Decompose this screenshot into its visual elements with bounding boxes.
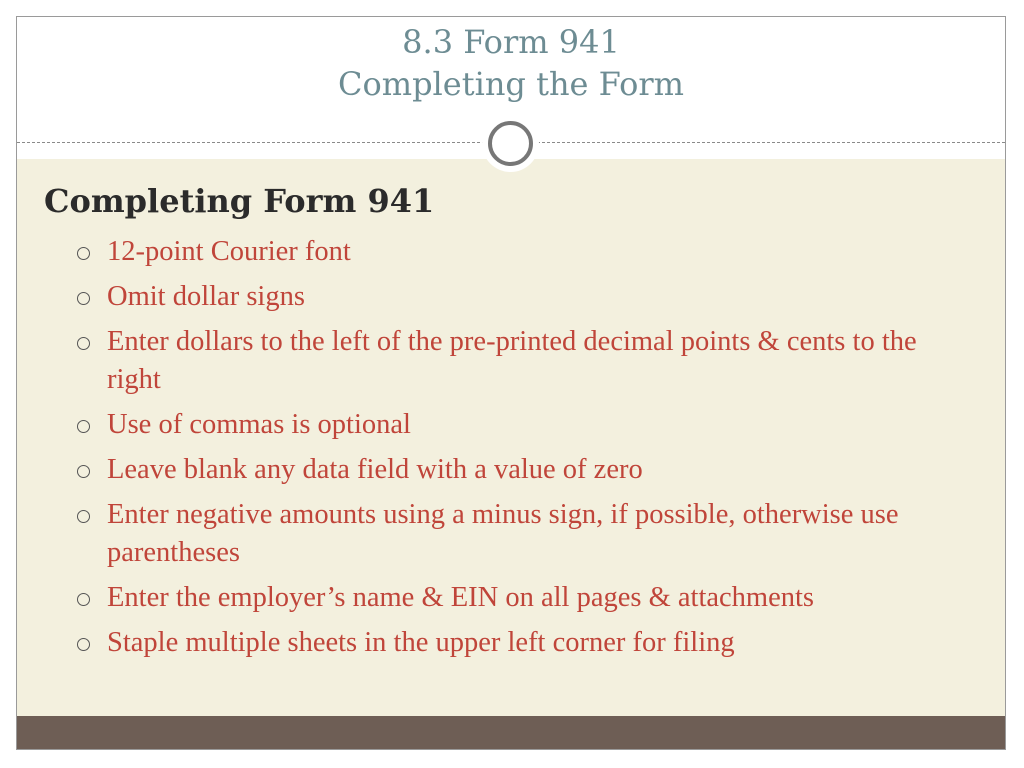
slide-title [17, 21, 1005, 105]
list-item [73, 233, 973, 271]
ring-ornament-inner [488, 121, 533, 166]
list-item [73, 278, 973, 316]
hollow-circle-bullet-icon [77, 247, 90, 260]
hollow-circle-bullet-icon [77, 465, 90, 478]
content-heading: Completing Form 941 [44, 182, 435, 220]
bullet-list [73, 233, 973, 669]
bullet-text: Omit dollar signs [107, 281, 305, 312]
footer-bar [17, 716, 1005, 750]
title-line-1: 8.3 Form 941 [402, 23, 620, 61]
bullet-text: Enter dollars to the left of the pre-printed decimal points & cents to the right [107, 326, 917, 395]
bullet-text: Enter the employer’s name & EIN on all pages & attachments [107, 582, 815, 613]
list-item [73, 579, 973, 617]
hollow-circle-bullet-icon [77, 510, 90, 523]
bullet-text: 12-point Courier font [107, 236, 351, 267]
list-item [73, 451, 973, 489]
bullet-text: Leave blank any data field with a value of zero [107, 454, 643, 485]
bullet-text: Enter negative amounts using a minus sign, if possible, otherwise use parentheses [107, 499, 899, 568]
slide [16, 16, 1006, 750]
hollow-circle-bullet-icon [77, 337, 90, 350]
bullet-text: Staple multiple sheets in the upper left corner for filing [107, 627, 735, 658]
hollow-circle-bullet-icon [77, 420, 90, 433]
ring-ornament-icon [482, 115, 539, 172]
list-item [73, 624, 973, 662]
hollow-circle-bullet-icon [77, 593, 90, 606]
hollow-circle-bullet-icon [77, 638, 90, 651]
list-item [73, 496, 973, 572]
list-item [73, 406, 973, 444]
title-line-2: Completing the Form [337, 65, 685, 103]
hollow-circle-bullet-icon [77, 292, 90, 305]
bullet-text: Use of commas is optional [107, 409, 411, 440]
list-item [73, 323, 973, 399]
